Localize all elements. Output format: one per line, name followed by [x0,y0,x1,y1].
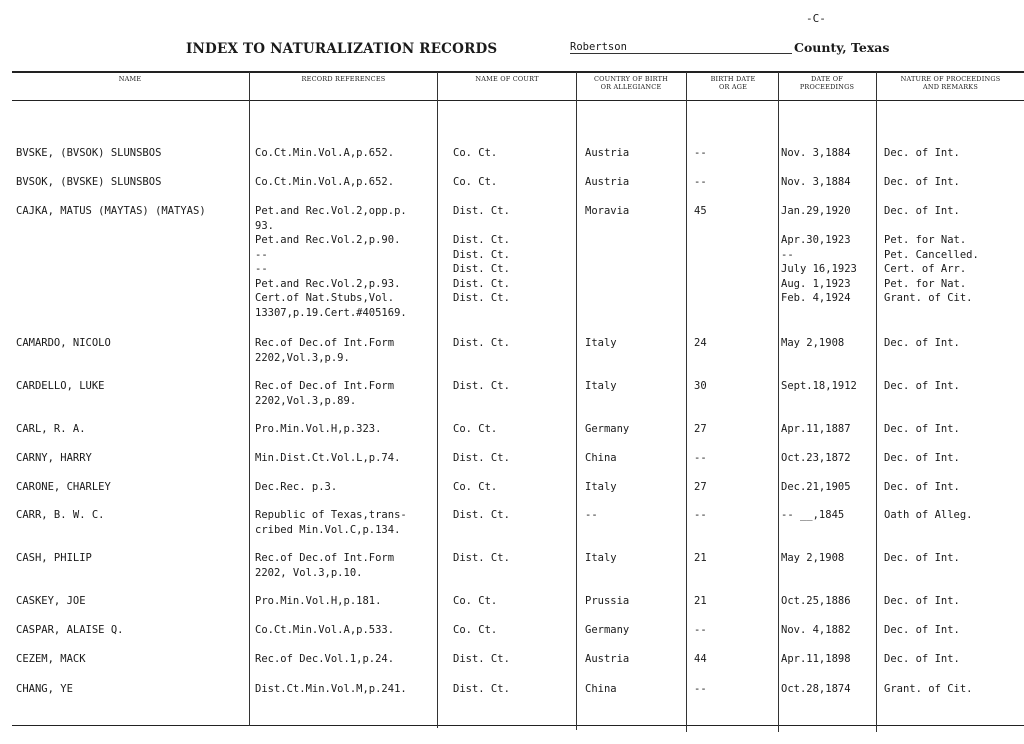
cell-age: -- [694,147,707,159]
column-divider [876,72,877,732]
cell-ref: Pro.Min.Vol.H,p.181. [255,595,382,607]
cell-date: Sept.18,1912 [781,380,857,392]
cell-country: Austria [585,176,630,188]
column-header: NAME [118,75,142,83]
column-divider [576,72,577,730]
cell-nature: Oath of Alleg. [884,509,973,521]
cell-nature: Dec. of Int. [884,176,960,188]
cell-name: CASKEY, JOE [16,595,86,607]
cell-nature: Dec. of Int. [884,624,960,636]
cell-country: Italy [585,337,617,349]
cell-nature: Dec. of Int. [884,552,960,564]
cell-country: China [585,683,617,695]
cell-ref: Rec.of Dec.Vol.1,p.24. [255,653,395,665]
cell-date: May 2,1908 [781,337,845,349]
cell-age: 21 [694,552,707,564]
cell-age: 44 [694,653,707,665]
cell-name: CASPAR, ALAISE Q. [16,624,124,636]
cell-court: Co. Ct. [453,176,498,188]
cell-ref: Rec.of Dec.of Int.Form 2202,Vol.3,p.89. [255,380,395,407]
cell-age: -- [694,683,707,695]
cell-date: Nov. 3,1884 [781,147,851,159]
cell-name: CAMARDO, NICOLO [16,337,111,349]
column-header: COUNTRY OF BIRTH OR ALLEGIANCE [593,75,669,91]
cell-date: -- __,1845 [781,509,845,521]
cell-age: -- [694,176,707,188]
cell-ref: Pet.and Rec.Vol.2,opp.p. 93. Pet.and Rec.Vol.2,p.90. -- -- Pet.and Rec.Vol.2,p.93. Cert.of Nat.Stubs,Vol. 13307,p.19.Cert.#405169. [255,205,407,319]
cell-country: Italy [585,552,617,564]
page-number: -C- [806,12,826,25]
column-header: NAME OF COURT [475,75,539,83]
cell-age: 27 [694,481,707,493]
cell-court: Dist. Ct. [453,380,510,392]
cell-ref: Co.Ct.Min.Vol.A,p.652. [255,176,395,188]
cell-ref: Dec.Rec. p.3. [255,481,338,493]
cell-date: Nov. 4,1882 [781,624,851,636]
cell-nature: Dec. of Int. Pet. for Nat. Pet. Cancelled. Cert. of Arr. Pet. for Nat. Grant. of Cit. [884,205,979,304]
cell-ref: Dist.Ct.Min.Vol.M,p.241. [255,683,407,695]
cell-age: -- [694,509,707,521]
cell-age: 30 [694,380,707,392]
cell-date: Dec.21,1905 [781,481,851,493]
cell-name: CARONE, CHARLEY [16,481,111,493]
cell-name: BVSKE, (BVSOK) SLUNSBOS [16,147,162,159]
cell-age: -- [694,452,707,464]
header-rule [12,100,1024,101]
cell-age: 21 [694,595,707,607]
cell-ref: Co.Ct.Min.Vol.A,p.652. [255,147,395,159]
cell-ref: Rec.of Dec.of Int.Form 2202, Vol.3,p.10. [255,552,395,579]
cell-nature: Dec. of Int. [884,337,960,349]
cell-country: Italy [585,380,617,392]
cell-name: CASH, PHILIP [16,552,92,564]
cell-ref: Republic of Texas,trans- cribed Min.Vol.C,p.134. [255,509,407,536]
cell-nature: Dec. of Int. [884,595,960,607]
cell-name: BVSOK, (BVSKE) SLUNSBOS [16,176,162,188]
cell-age: 45 [694,205,707,217]
cell-court: Co. Ct. [453,624,498,636]
cell-age: -- [694,624,707,636]
county-label: County, Texas [794,40,890,55]
cell-country: Italy [585,481,617,493]
cell-court: Dist. Ct. [453,653,510,665]
cell-nature: Dec. of Int. [884,653,960,665]
cell-date: Oct.23,1872 [781,452,851,464]
column-divider [437,72,438,728]
cell-ref: Pro.Min.Vol.H,p.323. [255,423,382,435]
cell-ref: Min.Dist.Ct.Vol.L,p.74. [255,452,401,464]
cell-country: Austria [585,653,630,665]
cell-nature: Dec. of Int. [884,380,960,392]
cell-country: Moravia [585,205,630,217]
cell-date: Oct.25,1886 [781,595,851,607]
cell-name: CARDELLO, LUKE [16,380,105,392]
column-divider [249,72,250,726]
cell-date: May 2,1908 [781,552,845,564]
cell-country: -- [585,509,598,521]
county-underline [570,53,792,54]
cell-date: Oct.28,1874 [781,683,851,695]
cell-court: Dist. Ct. Dist. Ct. Dist. Ct. Dist. Ct. Dist. Ct. Dist. Ct. [453,205,510,304]
cell-court: Dist. Ct. [453,552,510,564]
cell-ref: Co.Ct.Min.Vol.A,p.533. [255,624,395,636]
cell-court: Dist. Ct. [453,452,510,464]
cell-name: CEZEM, MACK [16,653,86,665]
cell-country: Germany [585,423,630,435]
cell-date: Apr.11,1898 [781,653,851,665]
cell-court: Dist. Ct. [453,509,510,521]
cell-country: Germany [585,624,630,636]
cell-court: Co. Ct. [453,481,498,493]
cell-country: Austria [585,147,630,159]
column-header: DATE OF PROCEEDINGS [799,75,855,91]
cell-country: China [585,452,617,464]
cell-court: Co. Ct. [453,147,498,159]
bottom-rule [12,725,1024,726]
cell-name: CARL, R. A. [16,423,86,435]
page-title: INDEX TO NATURALIZATION RECORDS [186,41,498,57]
cell-nature: Dec. of Int. [884,423,960,435]
cell-date: Apr.11,1887 [781,423,851,435]
cell-court: Dist. Ct. [453,683,510,695]
top-rule [12,71,1024,73]
cell-nature: Dec. of Int. [884,452,960,464]
column-header: BIRTH DATE OR AGE [710,75,756,91]
cell-nature: Dec. of Int. [884,147,960,159]
cell-name: CARR, B. W. C. [16,509,105,521]
column-header: RECORD REFERENCES [301,75,386,83]
cell-age: 27 [694,423,707,435]
cell-nature: Grant. of Cit. [884,683,973,695]
county-value: Robertson [570,41,627,53]
cell-court: Dist. Ct. [453,337,510,349]
cell-country: Prussia [585,595,630,607]
cell-date: Jan.29,1920 Apr.30,1923 -- July 16,1923 Aug. 1,1923 Feb. 4,1924 [781,205,857,304]
cell-age: 24 [694,337,707,349]
cell-nature: Dec. of Int. [884,481,960,493]
cell-name: CAJKA, MATUS (MAYTAS) (MATYAS) [16,205,206,217]
column-divider [686,72,687,732]
cell-name: CHANG, YE [16,683,73,695]
cell-court: Co. Ct. [453,423,498,435]
column-header: NATURE OF PROCEEDINGS AND REMARKS [900,75,1001,91]
cell-name: CARNY, HARRY [16,452,92,464]
cell-date: Nov. 3,1884 [781,176,851,188]
cell-ref: Rec.of Dec.of Int.Form 2202,Vol.3,p.9. [255,337,395,364]
column-divider [778,72,779,732]
cell-court: Co. Ct. [453,595,498,607]
